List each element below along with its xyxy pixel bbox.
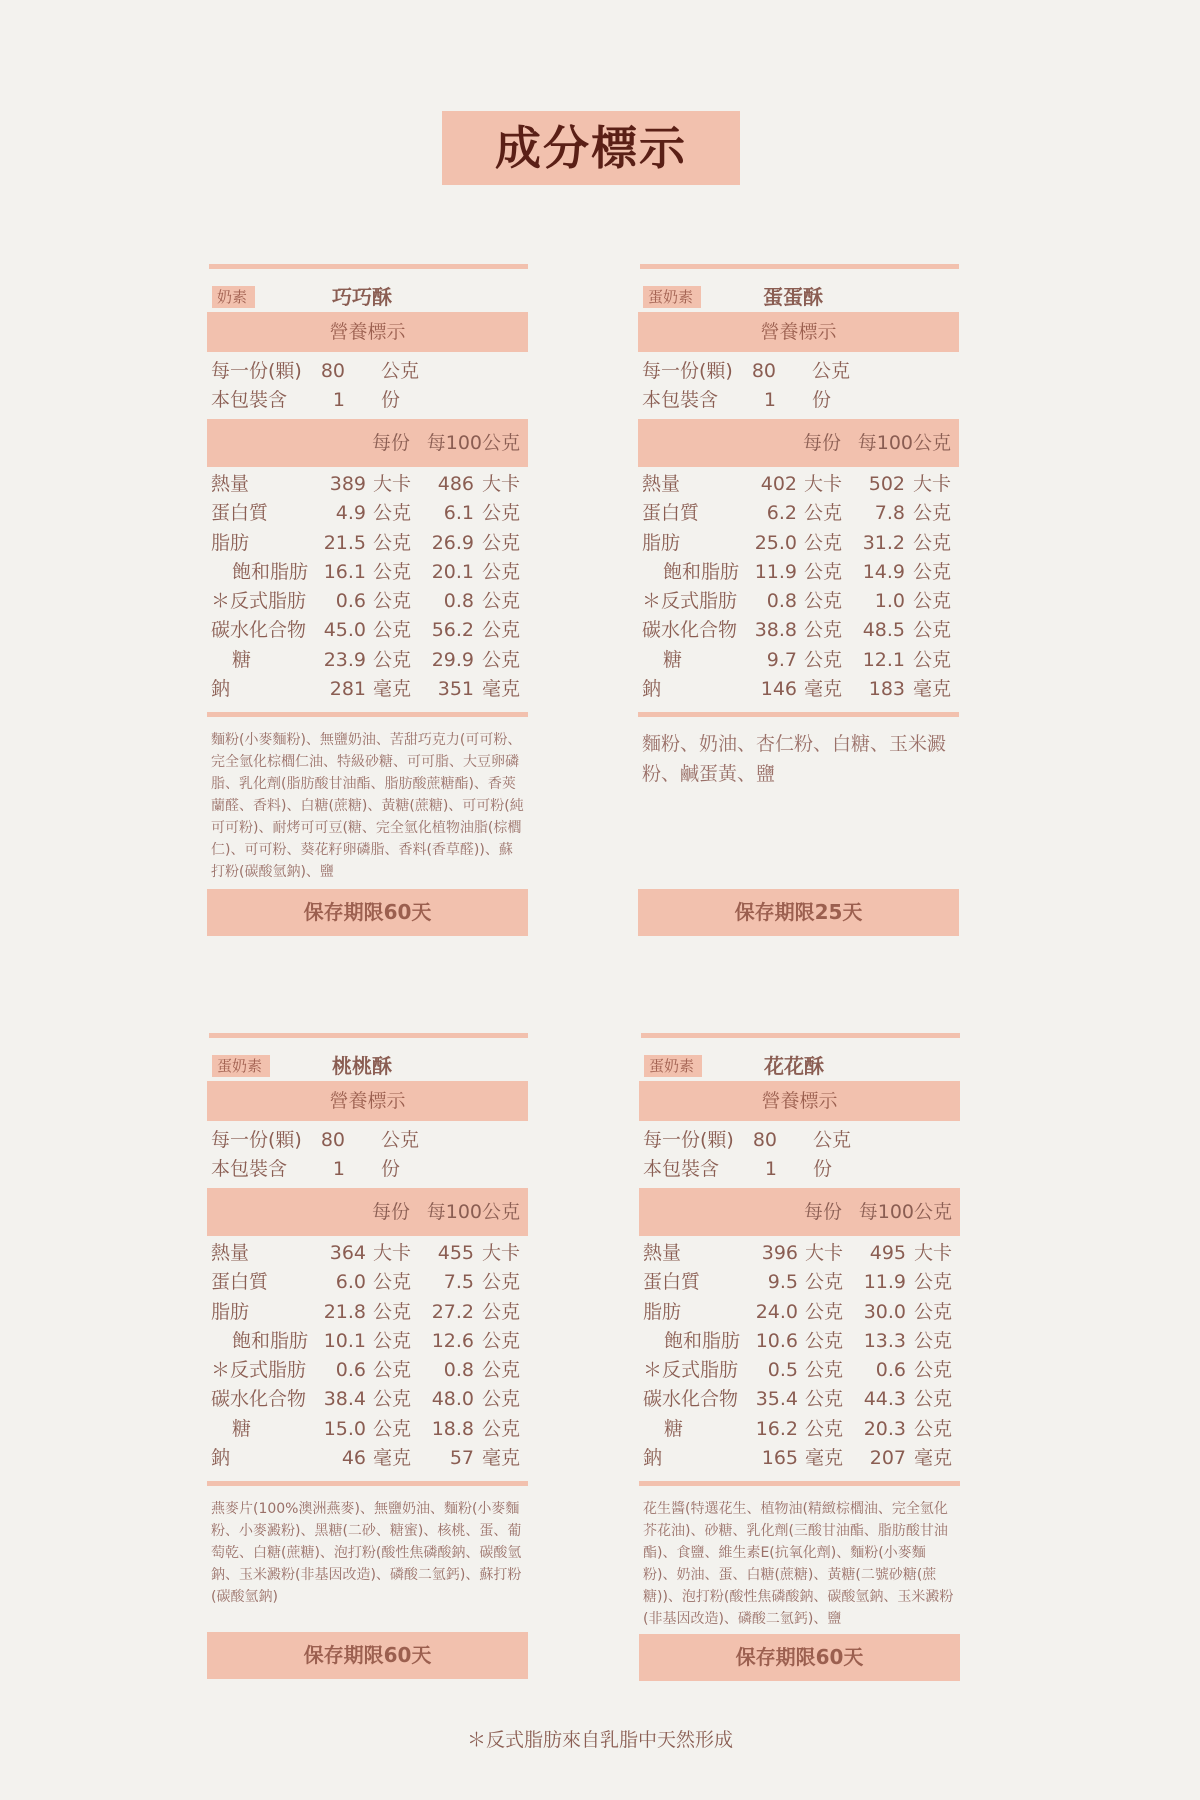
- product-card-flower: [639, 1033, 960, 1681]
- nutrient-label: 飽和脂肪: [232, 560, 309, 583]
- per-serving-unit: 毫克: [373, 1447, 412, 1470]
- per-100g-value: 11.9: [863, 1271, 906, 1294]
- per-100g-value: 7.5: [443, 1271, 474, 1294]
- per-100g-value: 6.1: [443, 502, 474, 525]
- per-serving-unit: 公克: [373, 1417, 412, 1440]
- ingredients-text: 花生醬(特選花生、植物油(精緻棕櫚油、完全氫化芥花油)、砂糖、乳化劑(三酸甘油酯、脂肪酸甘油酯)、食鹽、維生素E(抗氧化劑)、麵粉(小麥麵粉)、奶油、蛋、白糖(蔗糖)、黃糖(二號砂糖(蔗糖))、泡打粉(酸性焦磷酸鈉、碳酸氫鈉、玉米澱粉(非基因改造)、磷酸二氫鈣)、鹽: [643, 1501, 954, 1628]
- per-100g-value: 207: [869, 1447, 906, 1470]
- nutrient-label: 鈉: [211, 678, 231, 701]
- per-100g-value: 455: [437, 1242, 474, 1264]
- per-serving-value: 21.8: [323, 1300, 366, 1323]
- nutrition-row: [207, 675, 528, 704]
- per-100g-unit: 公克: [914, 1329, 953, 1352]
- nutrition-row: [207, 1298, 528, 1327]
- nutrient-label: 碳水化合物: [642, 619, 738, 642]
- per-100g-value: 29.9: [431, 648, 474, 671]
- per-serving-unit: 公克: [805, 1329, 844, 1352]
- bottom-divider: [207, 1481, 528, 1486]
- card-header: [639, 1038, 960, 1081]
- per-100g-unit: 公克: [482, 619, 521, 642]
- per-serving-value: 45.0: [323, 619, 366, 642]
- per-serving-unit: 大卡: [373, 1242, 412, 1264]
- nutrient-label: 飽和脂肪: [232, 1329, 309, 1352]
- per-serving-unit: 毫克: [804, 678, 843, 701]
- product-name: 花花酥: [764, 1054, 824, 1078]
- per-serving-unit: 公克: [373, 590, 412, 613]
- per-serving-unit: 公克: [373, 1359, 412, 1382]
- serving-info: [638, 357, 959, 415]
- per-100g-column-label: 每100公克: [857, 432, 951, 454]
- per-100g-unit: 公克: [913, 560, 952, 583]
- nutrition-table: [207, 1239, 528, 1473]
- per-serving-value: 0.6: [335, 590, 366, 613]
- per-serving-unit: 公克: [373, 560, 412, 583]
- product-card-chocolate: [207, 264, 528, 936]
- per-100g-unit: 公克: [482, 1329, 521, 1352]
- per-100g-unit: 公克: [482, 531, 521, 554]
- per-serving-value: 9.5: [767, 1271, 798, 1294]
- nutrition-row: [639, 1356, 960, 1385]
- nutrition-row: [207, 587, 528, 616]
- per-serving-column-label: 每份: [802, 432, 841, 454]
- card-header: [207, 1038, 528, 1081]
- servings-row: [638, 386, 959, 415]
- per-100g-unit: 公克: [913, 648, 952, 671]
- servings-value: 1: [332, 1158, 345, 1180]
- product-name: 蛋蛋酥: [763, 285, 823, 309]
- nutrition-header: 營養標示: [207, 1081, 528, 1121]
- nutrient-label: ＊反式脂肪: [211, 1359, 307, 1382]
- servings-value: 1: [764, 1158, 777, 1180]
- nutrition-row: [207, 499, 528, 528]
- per-serving-value: 35.4: [755, 1388, 798, 1411]
- shelf-life-banner: 保存期限60天: [207, 1632, 528, 1679]
- per-100g-unit: 大卡: [482, 473, 521, 495]
- per-100g-value: 56.2: [431, 619, 474, 642]
- nutrient-label: 蛋白質: [642, 502, 700, 525]
- servings-label: 本包裝含: [211, 389, 288, 411]
- per-100g-value: 351: [437, 678, 474, 701]
- nutrient-label: 碳水化合物: [211, 1388, 307, 1411]
- nutrient-label: ＊反式脂肪: [642, 590, 738, 613]
- per-serving-value: 4.9: [335, 502, 366, 525]
- serving-size-row: [207, 357, 528, 386]
- per-100g-value: 18.8: [431, 1417, 474, 1440]
- nutrition-row: [638, 616, 959, 645]
- per-100g-unit: 公克: [913, 619, 952, 642]
- per-100g-unit: 公克: [482, 560, 521, 583]
- per-serving-unit: 大卡: [373, 473, 412, 495]
- per-serving-value: 16.2: [755, 1417, 798, 1440]
- serving-size-label: 每一份(顆): [643, 1129, 734, 1151]
- per-100g-unit: 公克: [482, 1300, 521, 1323]
- trans-fat-footnote: ＊反式脂肪來自乳脂中天然形成: [466, 1729, 733, 1751]
- per-100g-unit: 公克: [913, 590, 952, 613]
- column-header: [639, 1188, 960, 1236]
- nutrition-row: [207, 470, 528, 499]
- per-serving-unit: 公克: [373, 1300, 412, 1323]
- per-100g-unit: 公克: [913, 531, 952, 554]
- per-100g-value: 183: [868, 678, 905, 701]
- shelf-life-banner: 保存期限60天: [639, 1634, 960, 1681]
- nutrition-row: [638, 587, 959, 616]
- per-serving-unit: 公克: [373, 531, 412, 554]
- per-100g-unit: 大卡: [914, 1242, 953, 1264]
- nutrition-row: [638, 499, 959, 528]
- per-serving-unit: 大卡: [804, 473, 843, 495]
- per-100g-value: 7.8: [874, 502, 905, 525]
- ingredients-text: 麵粉(小麥麵粉)、無鹽奶油、苦甜巧克力(可可粉、完全氫化棕櫚仁油、特級砂糖、可可脂、大豆卵磷脂、乳化劑(脂肪酸甘油酯、脂肪酸蔗糖酯)、香莢蘭醛、香料)、白糖(蔗糖)、黃糖(蔗糖)、可可粉(純可可粉)、耐烤可可豆(糖、完全氫化植物油脂(棕櫚仁)、可可粉、葵花籽卵磷脂、香料(香草醛))、蘇打粉(碳酸氫鈉)、鹽: [211, 732, 524, 881]
- nutrient-label: 糖: [663, 648, 683, 671]
- per-100g-column-label: 每100公克: [426, 1201, 520, 1223]
- per-serving-unit: 公克: [373, 648, 412, 671]
- servings-unit: 份: [812, 389, 832, 411]
- column-header: [638, 419, 959, 467]
- serving-size-value: 80: [320, 1129, 345, 1151]
- per-serving-unit: 公克: [373, 1388, 412, 1411]
- per-serving-value: 6.2: [766, 502, 797, 525]
- serving-size-unit: 公克: [813, 1129, 852, 1151]
- nutrition-row: [639, 1298, 960, 1327]
- per-100g-unit: 大卡: [482, 1242, 521, 1264]
- nutrient-label: 熱量: [211, 1242, 250, 1264]
- per-serving-value: 281: [329, 678, 366, 701]
- nutrition-row: [207, 1356, 528, 1385]
- nutrient-label: 碳水化合物: [211, 619, 307, 642]
- per-serving-value: 46: [341, 1447, 366, 1470]
- nutrition-row: [638, 558, 959, 587]
- servings-row: [207, 386, 528, 415]
- per-serving-unit: 公克: [805, 1300, 844, 1323]
- nutrient-label: 熱量: [211, 473, 250, 495]
- column-header: [207, 1188, 528, 1236]
- nutrition-row: [207, 558, 528, 587]
- serving-size-row: [207, 1126, 528, 1155]
- nutrient-label: 熱量: [643, 1242, 682, 1264]
- per-serving-unit: 公克: [804, 502, 843, 525]
- nutrition-row: [207, 529, 528, 558]
- per-100g-unit: 公克: [914, 1300, 953, 1323]
- card-header: [638, 269, 959, 312]
- nutrient-label: 脂肪: [211, 1300, 250, 1323]
- per-serving-value: 364: [329, 1242, 366, 1264]
- per-100g-value: 20.1: [431, 560, 474, 583]
- serving-size-label: 每一份(顆): [211, 360, 302, 382]
- serving-size-value: 80: [320, 360, 345, 382]
- per-serving-value: 10.1: [323, 1329, 366, 1352]
- nutrition-row: [207, 646, 528, 675]
- per-100g-value: 0.8: [443, 590, 474, 613]
- per-serving-unit: 公克: [804, 590, 843, 613]
- per-serving-value: 389: [329, 473, 366, 495]
- per-serving-value: 165: [761, 1447, 798, 1470]
- nutrient-label: 鈉: [642, 678, 662, 701]
- nutrition-header: 營養標示: [207, 312, 528, 352]
- nutrient-label: 糖: [232, 648, 252, 671]
- nutrition-row: [207, 1415, 528, 1444]
- product-card-egg: [638, 264, 959, 936]
- per-serving-column-label: 每份: [371, 432, 410, 454]
- nutrition-table: [638, 470, 959, 704]
- per-100g-value: 27.2: [431, 1300, 474, 1323]
- serving-size-value: 80: [751, 360, 776, 382]
- per-100g-unit: 毫克: [913, 678, 952, 701]
- per-serving-value: 402: [760, 473, 797, 495]
- per-serving-column-label: 每份: [803, 1201, 842, 1223]
- ingredients-text: 燕麥片(100%澳洲燕麥)、無鹽奶油、麵粉(小麥麵粉、小麥澱粉)、黑糖(二砂、糖蜜)、核桃、蛋、葡萄乾、白糖(蔗糖)、泡打粉(酸性焦磷酸鈉、碳酸氫鈉、玉米澱粉(非基因改造)、磷酸二氫鈣)、蘇打粉(碳酸氫鈉): [211, 1501, 522, 1606]
- per-100g-unit: 公克: [914, 1388, 953, 1411]
- servings-label: 本包裝含: [643, 1158, 720, 1180]
- nutrient-label: 脂肪: [643, 1300, 682, 1323]
- per-100g-value: 12.1: [862, 648, 905, 671]
- serving-info: [207, 1126, 528, 1184]
- bottom-divider: [639, 1481, 960, 1486]
- nutrition-table: [207, 470, 528, 704]
- nutrition-row: [207, 1385, 528, 1414]
- per-serving-unit: 公克: [373, 502, 412, 525]
- serving-size-label: 每一份(顆): [642, 360, 733, 382]
- serving-size-value: 80: [752, 1129, 777, 1151]
- nutrition-row: [638, 646, 959, 675]
- nutrition-header: 營養標示: [639, 1081, 960, 1121]
- per-100g-unit: 公克: [482, 648, 521, 671]
- per-100g-value: 1.0: [874, 590, 905, 613]
- ingredients-text: 麵粉、奶油、杏仁粉、白糖、玉米澱粉、鹹蛋黃、鹽: [642, 733, 947, 786]
- servings-unit: 份: [813, 1158, 833, 1180]
- serving-size-row: [638, 357, 959, 386]
- per-serving-value: 6.0: [335, 1271, 366, 1294]
- per-100g-value: 20.3: [863, 1417, 906, 1440]
- nutrition-table: [639, 1239, 960, 1473]
- diet-badge: 奶素: [212, 286, 255, 308]
- servings-unit: 份: [381, 1158, 401, 1180]
- per-100g-value: 48.0: [431, 1388, 474, 1411]
- servings-value: 1: [332, 389, 345, 411]
- per-100g-unit: 公克: [482, 590, 521, 613]
- per-serving-unit: 公克: [805, 1417, 844, 1440]
- per-serving-unit: 公克: [373, 619, 412, 642]
- nutrient-label: ＊反式脂肪: [211, 590, 307, 613]
- servings-row: [639, 1155, 960, 1184]
- nutrient-label: 鈉: [211, 1447, 231, 1470]
- nutrition-row: [207, 1444, 528, 1473]
- per-serving-unit: 公克: [805, 1359, 844, 1382]
- per-100g-column-label: 每100公克: [858, 1201, 952, 1223]
- card-header: [207, 269, 528, 312]
- nutrition-row: [639, 1444, 960, 1473]
- per-serving-value: 24.0: [755, 1300, 798, 1323]
- nutrient-label: 蛋白質: [211, 502, 269, 525]
- product-name: 巧巧酥: [332, 285, 392, 309]
- per-serving-value: 0.5: [767, 1359, 798, 1382]
- per-100g-value: 13.3: [863, 1329, 906, 1352]
- per-serving-unit: 公克: [804, 531, 843, 554]
- per-serving-value: 9.7: [766, 648, 797, 671]
- nutrient-label: 鈉: [643, 1447, 663, 1470]
- nutrient-label: 脂肪: [211, 531, 250, 554]
- product-card-peach: [207, 1033, 528, 1679]
- nutrition-row: [638, 529, 959, 558]
- servings-label: 本包裝含: [642, 389, 719, 411]
- per-100g-unit: 公克: [913, 502, 952, 525]
- per-serving-value: 146: [760, 678, 797, 701]
- per-serving-value: 25.0: [754, 531, 797, 554]
- per-serving-unit: 公克: [805, 1271, 844, 1294]
- per-serving-value: 21.5: [323, 531, 366, 554]
- per-serving-value: 38.8: [754, 619, 797, 642]
- column-header: [207, 419, 528, 467]
- per-100g-unit: 公克: [482, 502, 521, 525]
- nutrition-row: [207, 1268, 528, 1297]
- serving-size-unit: 公克: [381, 1129, 420, 1151]
- per-100g-value: 486: [437, 473, 474, 495]
- serving-size-label: 每一份(顆): [211, 1129, 302, 1151]
- serving-size-unit: 公克: [381, 360, 420, 382]
- per-100g-value: 0.8: [443, 1359, 474, 1382]
- shelf-life-banner: 保存期限25天: [638, 889, 959, 936]
- per-100g-unit: 公克: [914, 1271, 953, 1294]
- per-100g-value: 30.0: [863, 1300, 906, 1323]
- per-serving-value: 11.9: [754, 560, 797, 583]
- bottom-divider: [207, 712, 528, 717]
- per-serving-unit: 公克: [373, 1271, 412, 1294]
- nutrition-row: [639, 1415, 960, 1444]
- per-100g-value: 495: [869, 1242, 906, 1264]
- per-100g-unit: 毫克: [482, 1447, 521, 1470]
- servings-value: 1: [763, 389, 776, 411]
- per-serving-value: 38.4: [323, 1388, 366, 1411]
- nutrition-row: [639, 1268, 960, 1297]
- product-name: 桃桃酥: [332, 1054, 392, 1078]
- page-title: 成分標示: [442, 111, 740, 185]
- per-100g-unit: 毫克: [482, 678, 521, 701]
- per-serving-value: 23.9: [323, 648, 366, 671]
- per-serving-unit: 公克: [804, 619, 843, 642]
- per-100g-value: 12.6: [431, 1329, 474, 1352]
- nutrient-label: 脂肪: [642, 531, 681, 554]
- serving-size-unit: 公克: [812, 360, 851, 382]
- serving-size-row: [639, 1126, 960, 1155]
- per-serving-value: 16.1: [323, 560, 366, 583]
- per-100g-unit: 公克: [482, 1388, 521, 1411]
- per-100g-value: 0.6: [875, 1359, 906, 1382]
- per-100g-value: 14.9: [862, 560, 905, 583]
- per-100g-unit: 公克: [482, 1271, 521, 1294]
- servings-unit: 份: [381, 389, 401, 411]
- per-serving-unit: 公克: [805, 1388, 844, 1411]
- per-serving-unit: 大卡: [805, 1242, 844, 1264]
- diet-badge: 蛋奶素: [643, 286, 701, 308]
- per-100g-value: 44.3: [863, 1388, 906, 1411]
- per-serving-value: 0.8: [766, 590, 797, 613]
- per-100g-unit: 毫克: [914, 1447, 953, 1470]
- nutrition-row: [639, 1239, 960, 1268]
- nutrition-row: [207, 1239, 528, 1268]
- bottom-divider: [638, 712, 959, 717]
- nutrition-row: [639, 1327, 960, 1356]
- serving-info: [207, 357, 528, 415]
- serving-info: [639, 1126, 960, 1184]
- per-serving-value: 10.6: [755, 1329, 798, 1352]
- nutrient-label: 蛋白質: [643, 1271, 701, 1294]
- diet-badge: 蛋奶素: [212, 1055, 270, 1077]
- nutrition-header: 營養標示: [638, 312, 959, 352]
- nutrition-row: [207, 616, 528, 645]
- nutrient-label: 熱量: [642, 473, 681, 495]
- per-100g-value: 502: [868, 473, 905, 495]
- servings-label: 本包裝含: [211, 1158, 288, 1180]
- per-100g-unit: 公克: [914, 1359, 953, 1382]
- per-100g-unit: 大卡: [913, 473, 952, 495]
- per-serving-value: 0.6: [335, 1359, 366, 1382]
- nutrient-label: ＊反式脂肪: [643, 1359, 739, 1382]
- per-serving-unit: 公克: [804, 560, 843, 583]
- per-100g-column-label: 每100公克: [426, 432, 520, 454]
- nutrient-label: 蛋白質: [211, 1271, 269, 1294]
- per-100g-value: 57: [449, 1447, 474, 1470]
- nutrient-label: 碳水化合物: [643, 1388, 739, 1411]
- per-100g-value: 26.9: [431, 531, 474, 554]
- nutrient-label: 糖: [232, 1417, 252, 1440]
- per-serving-value: 396: [761, 1242, 798, 1264]
- nutrient-label: 飽和脂肪: [663, 560, 740, 583]
- per-serving-unit: 公克: [373, 1329, 412, 1352]
- nutrient-label: 糖: [664, 1417, 684, 1440]
- shelf-life-banner: 保存期限60天: [207, 889, 528, 936]
- per-100g-value: 31.2: [862, 531, 905, 554]
- per-serving-value: 15.0: [323, 1417, 366, 1440]
- servings-row: [207, 1155, 528, 1184]
- nutrition-row: [207, 1327, 528, 1356]
- diet-badge: 蛋奶素: [644, 1055, 702, 1077]
- per-serving-unit: 公克: [804, 648, 843, 671]
- per-serving-unit: 毫克: [805, 1447, 844, 1470]
- per-serving-column-label: 每份: [371, 1201, 410, 1223]
- per-100g-unit: 公克: [482, 1417, 521, 1440]
- per-serving-unit: 毫克: [373, 678, 412, 701]
- nutrition-row: [639, 1385, 960, 1414]
- per-100g-value: 48.5: [862, 619, 905, 642]
- nutrition-row: [638, 675, 959, 704]
- nutrition-row: [638, 470, 959, 499]
- per-100g-unit: 公克: [914, 1417, 953, 1440]
- nutrient-label: 飽和脂肪: [664, 1329, 741, 1352]
- per-100g-unit: 公克: [482, 1359, 521, 1382]
